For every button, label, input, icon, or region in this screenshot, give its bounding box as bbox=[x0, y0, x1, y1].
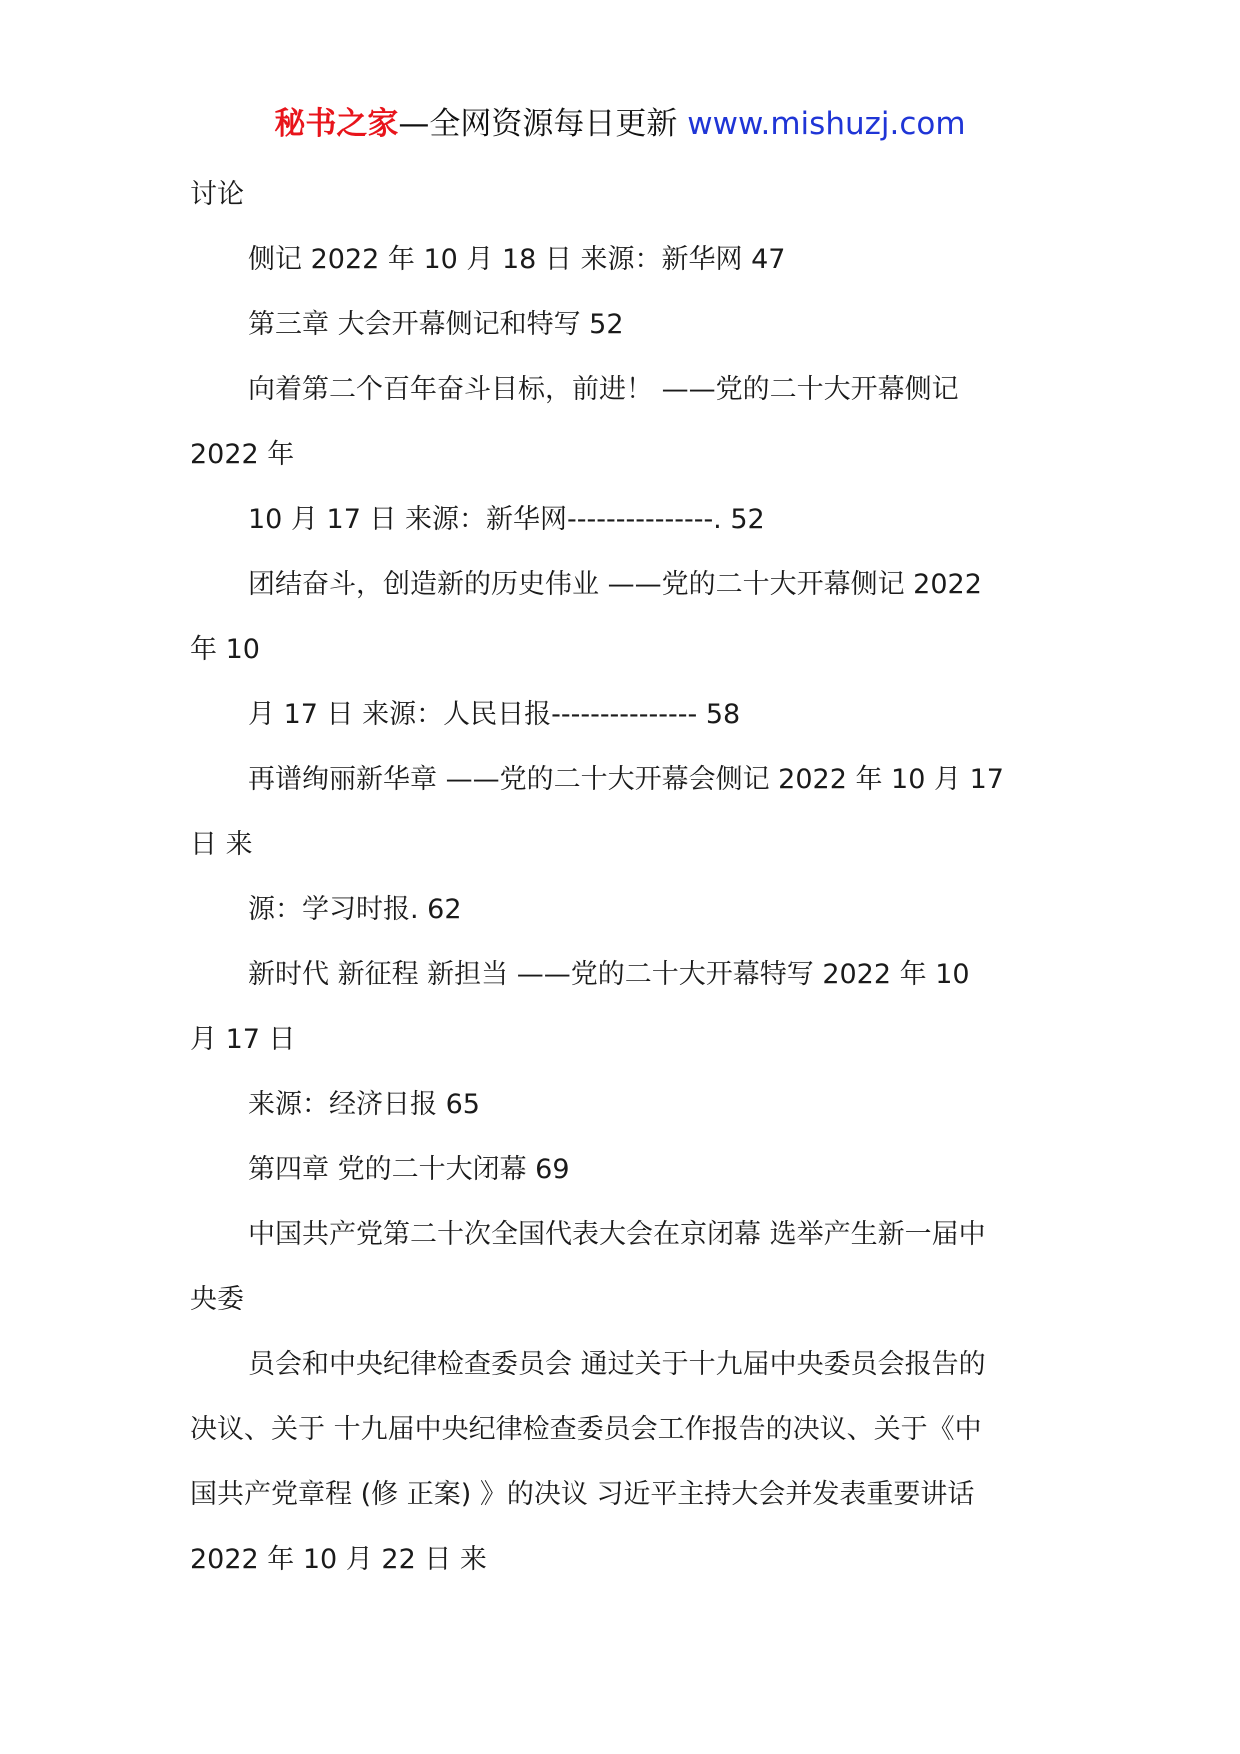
toc-line: 团结奋斗，创造新的历史伟业 ——党的二十大开幕侧记 2022 bbox=[248, 569, 982, 600]
toc-line: 员会和中央纪律检查委员会 通过关于十九届中央委员会报告的 bbox=[248, 1349, 986, 1380]
toc-line: 再谱绚丽新华章 ——党的二十大开幕会侧记 2022 年 10 月 17 bbox=[248, 764, 1004, 795]
toc-line: 来源：经济日报 65 bbox=[248, 1089, 480, 1120]
toc-line: 月 17 日 bbox=[190, 1024, 296, 1055]
toc-line: 年 10 bbox=[190, 634, 260, 665]
toc-line: 日 来 bbox=[190, 829, 253, 860]
toc-line: 2022 年 bbox=[190, 439, 295, 470]
toc-line: 央委 bbox=[190, 1284, 244, 1315]
toc-line: 讨论 bbox=[190, 179, 244, 210]
site-tagline: —全网资源每日更新 bbox=[398, 106, 678, 142]
toc-line: 国共产党章程 (修 正案) 》的决议 习近平主持大会并发表重要讲话 bbox=[190, 1479, 975, 1510]
toc-line: 源：学习时报. 62 bbox=[248, 894, 462, 925]
toc-chapter-heading: 第三章 大会开幕侧记和特写 52 bbox=[248, 309, 624, 340]
toc-line: 月 17 日 来源：人民日报--------------- 58 bbox=[248, 699, 741, 730]
toc-line: 侧记 2022 年 10 月 18 日 来源：新华网 47 bbox=[248, 244, 786, 275]
toc-line: 中国共产党第二十次全国代表大会在京闭幕 选举产生新一届中 bbox=[248, 1219, 986, 1250]
toc-content bbox=[190, 162, 1050, 1592]
toc-line: 新时代 新征程 新担当 ——党的二十大开幕特写 2022 年 10 bbox=[248, 959, 970, 990]
site-brand: 秘书之家 bbox=[274, 106, 399, 142]
toc-chapter-heading: 第四章 党的二十大闭幕 69 bbox=[248, 1154, 570, 1185]
toc-line: 决议、关于 十九届中央纪律检查委员会工作报告的决议、关于《中 bbox=[190, 1414, 982, 1445]
toc-line: 10 月 17 日 来源：新华网---------------. 52 bbox=[248, 504, 765, 535]
site-url-link[interactable]: www.mishuzj.com bbox=[687, 106, 966, 142]
toc-line: 2022 年 10 月 22 日 来 bbox=[190, 1544, 487, 1575]
toc-line: 向着第二个百年奋斗目标，前进！ ——党的二十大开幕侧记 bbox=[248, 374, 959, 405]
site-header bbox=[0, 100, 1240, 148]
